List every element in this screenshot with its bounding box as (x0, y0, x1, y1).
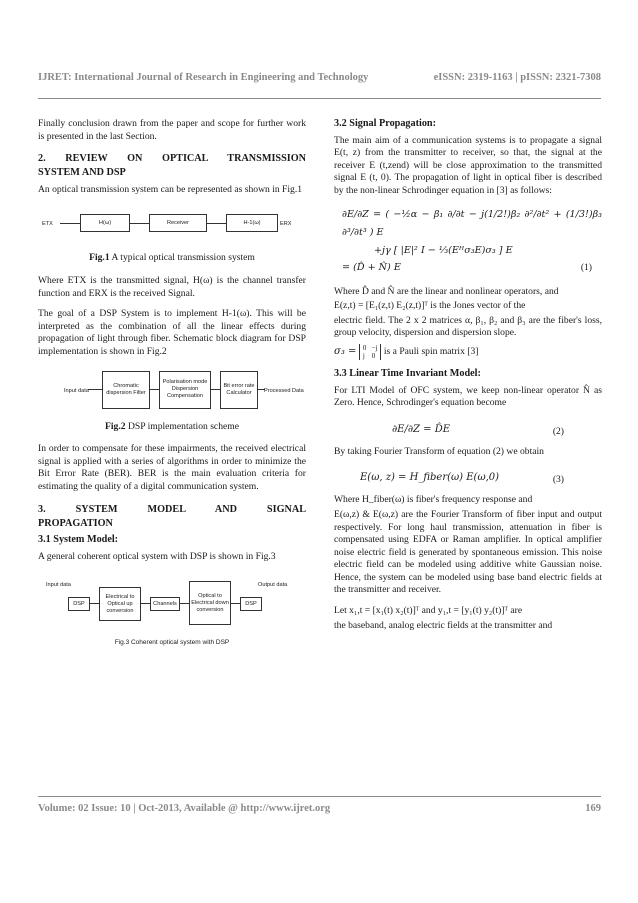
fig3-box-eo: Electrical to Optical up conversion (99, 587, 141, 621)
page-number: 169 (585, 803, 601, 814)
paragraph-general: A general coherent optical system with DSP is shown in Fig.3 (38, 550, 276, 562)
fig3-box-dsp-rx: DSP (240, 597, 262, 611)
pauli-description: is a Pauli spin matrix [3] (383, 346, 479, 358)
equation-3-row (334, 466, 602, 494)
fig3-arrow-2 (140, 603, 150, 604)
section-3-heading-line2: PROPAGATION (38, 517, 113, 529)
column-right (334, 118, 602, 640)
section-3-heading (38, 502, 306, 518)
fig2-arrow-3 (210, 389, 220, 390)
equation-3: E(ω, z) = H_fiber(ω) E(ω,0) (360, 472, 500, 484)
fig3-arrow-1 (89, 603, 99, 604)
paragraph-intro: Finally conclusion drawn from the paper and scope for further work is presented in the last Section. (38, 118, 306, 142)
fig3-box-oe: Optical to Electrical down conversion (189, 581, 231, 625)
paragraph-operators-b: E(z,t) = [E₁(z,t) E₂(z,t)]ᵀ is the Jones vector of the (334, 300, 526, 312)
paragraph-aim: The main aim of a communication systems is to propagate a signal E(t, z) from the transmitter to receiver, so that, the signal at the receiver E (t,zend) will be close approximation to the transmitted signal E (t, 0). The propagation of light in optical fiber is described by the non-linear Schrodinger equation in [3] as follows: (334, 134, 602, 196)
fig2-input-label: Input data (64, 387, 89, 394)
fig2-box-cd-filter: Chromatic dispersion Filter (102, 371, 150, 409)
paragraph-where-etx: Where ETX is the transmitted signal, H(ω) is the channel transfer function and ERX is the received Signal. (38, 274, 306, 299)
fig3-box-channels: Channels (150, 597, 180, 611)
section-3-3-heading: 3.3 Linear Time Invariant Model: (334, 367, 481, 379)
fig2-arrow-1 (88, 389, 102, 390)
paragraph-compensate: In order to compensate for these impairments, the received electrical signal is applied with a series of algorithms in order to minimize the Bit Error Rate (BER). BER is the main evaluation criteria for estimating the quality of a digital communication system. (38, 443, 306, 492)
pauli-row-2: j 0 (362, 351, 376, 360)
fig1-output-label: ERX (280, 221, 292, 228)
paragraph-where-h-a: Where H_fiber(ω) is fiber's frequency response and (334, 494, 533, 506)
equation-1-line3: = (D̂ + N̂) E (342, 261, 401, 273)
equation-2-number: (2) (552, 425, 564, 437)
equation-2: ∂E/∂Z = D̂E (392, 423, 451, 435)
fig1-arrow-3 (206, 223, 226, 224)
paragraph-operators-a: Where D̂ and N̂ are the linear and nonlinear operators, and (334, 285, 559, 297)
fig1-arrow-2 (129, 223, 149, 224)
journal-title: IJRET: International Journal of Research in Engineering and Technology (38, 72, 369, 83)
fig2-arrow-2 (149, 389, 159, 390)
paragraph-where-h-b: E(ω,z) & E(ω,z) are the Fourier Transform of fiber input and output respectively. For long haul transmission, attenuation in fiber is compensated using EDFA or Raman amplifier. In optical amplifier noise electric field is generated by spontaneous emission. This noise electric field can be modeled using additive white Gaussian noise. Hence, the system can be modeled using base band electric fields at the transmitter and receiver. (334, 508, 602, 596)
running-footer (38, 803, 601, 819)
figure-1 (38, 204, 306, 242)
equation-2-row (334, 418, 602, 446)
equation-1-line1: ∂E/∂Z = ( −½α − β₁ ∂/∂t − j(1/2!)β₂ ∂²/∂t² + (1/3!)β₃ ∂³/∂t³ ) E (342, 208, 602, 238)
section-2-heading-line1: 2. REVIEW ON OPTICAL TRANSMISSION (38, 153, 306, 165)
fig2-output-label: Processed Data (264, 387, 304, 394)
section-3-1-heading: 3.1 System Model: (38, 534, 119, 546)
equation-1-line2: +jγ [ |E|² I − ⅓(Eᴴσ₃E)σ₃ ] E (374, 244, 513, 256)
fig3-caption: Fig.3 Coherent optical system with DSP (114, 639, 230, 647)
equation-1-number: (1) (580, 261, 592, 273)
paragraph-goal: The goal of a DSP System is to implement H-1(ω). This will be interpreted as the combination of all the linear effects during propagation of light through fiber. Schematic block diagram for DSP implementation is shown in Fig.2 (38, 308, 306, 357)
running-header (38, 72, 601, 90)
fig2-box-pmd: Polarisation mode Dispersion Compensation (159, 371, 211, 409)
equation-1-line3-row (334, 260, 602, 278)
section-3-2-heading: 3.2 Signal Propagation: (334, 118, 436, 129)
paragraph-lti: For LTI Model of OFC system, we keep non-linear operator N̂ as Zero. Hence, Schrodinger's equation become (334, 384, 602, 409)
issn: eISSN: 2319-1163 | pISSN: 2321-7308 (433, 72, 601, 83)
fig3-arrow-3 (179, 603, 189, 604)
volume-info: Volume: 02 Issue: 10 | Oct-2013, Available @ http://www.ijret.org (38, 803, 331, 814)
footer-rule (38, 796, 601, 797)
sigma3-symbol: σ₃ = (334, 346, 357, 358)
header-rule (38, 98, 601, 99)
fig1-arrow-1 (60, 223, 80, 224)
fig3-arrow-4 (230, 603, 240, 604)
fig3-box-dsp-tx: DSP (68, 597, 90, 611)
section-3-heading-line1: 3. SYSTEM MODEL AND SIGNAL (38, 503, 306, 515)
fig1-input-label: ETX (42, 221, 53, 228)
paragraph-optical: An optical transmission system can be represented as shown in Fig.1 (38, 183, 303, 195)
fig3-input-label: Input data (46, 582, 71, 589)
fig1-box-receiver: Receiver (149, 214, 207, 232)
pauli-matrix (359, 344, 382, 360)
equation-3-number: (3) (552, 474, 564, 486)
section-2-heading (38, 151, 306, 167)
fig3-output-label: Output data (258, 582, 288, 589)
paragraph-let-b: the baseband, analog electric fields at the transmitter and (334, 619, 553, 631)
figure-2 (38, 367, 306, 411)
figure-3 (38, 577, 306, 627)
pauli-row-1: 0 −j (362, 343, 378, 352)
paragraph-let-a: Let x₁,t = [x₁(t) x₂(t)]ᵀ and y₁,t = [y₁(t) y₂(t)]ᵀ are (334, 605, 523, 617)
fig2-box-ber: Bit error rate Calculator (220, 371, 258, 409)
fig2-caption: Fig.2 DSP implementation scheme (105, 420, 239, 432)
paragraph-pauli (334, 344, 602, 360)
section-2-heading-line2: SYSTEM AND DSP (38, 167, 126, 179)
paragraph-fourier: By taking Fourier Transform of equation (2) we obtain (334, 445, 544, 457)
column-left (38, 118, 306, 660)
paragraph-operators-c: electric field. The 2 x 2 matrices α, β₁, β₂ and β₃ are the fiber's loss, group velocity, dispersion and dispersion slope. (334, 314, 602, 339)
fig1-caption: Fig.1 A typical optical transmission system (89, 252, 255, 264)
fig1-box-hinv: H-1(ω) (226, 214, 278, 232)
fig1-box-h: H(ω) (80, 214, 130, 232)
